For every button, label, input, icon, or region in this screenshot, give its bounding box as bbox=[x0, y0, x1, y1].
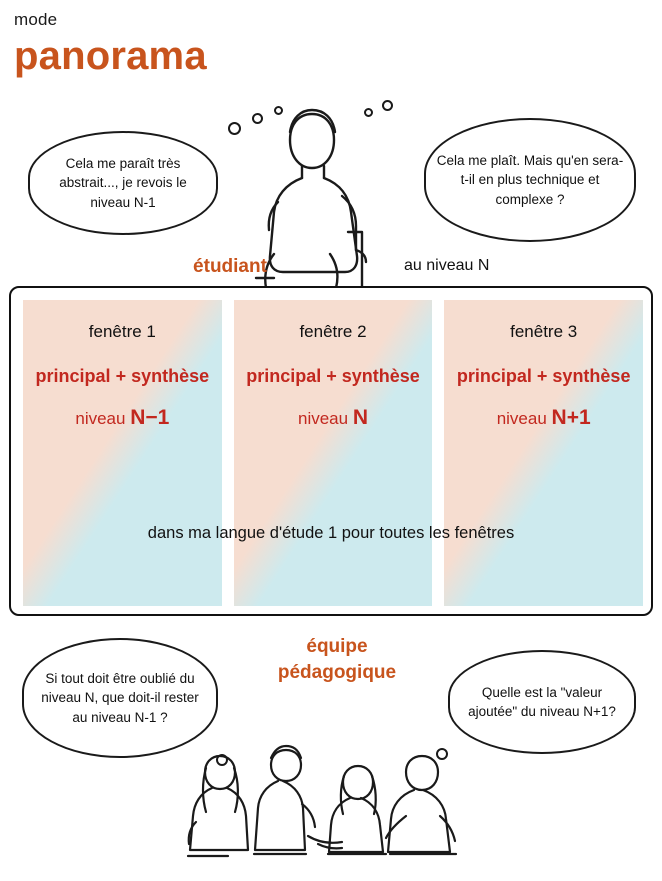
window-1-content bbox=[23, 364, 222, 388]
team-thought-right-text: Quelle est la "valeur ajoutée" du niveau N+1? bbox=[468, 684, 616, 719]
window-2-level bbox=[234, 406, 433, 430]
window-2-content-line1: principal + synthèse bbox=[246, 366, 420, 386]
window-1-level-value: N−1 bbox=[130, 406, 170, 430]
panorama-panel bbox=[9, 286, 653, 616]
window-2-level-prefix: niveau bbox=[298, 409, 353, 429]
window-2-level-value: N bbox=[352, 406, 368, 430]
window-1-content-line1: principal + synthèse bbox=[35, 366, 210, 386]
thought-dot bbox=[274, 106, 283, 115]
thought-dot bbox=[228, 122, 241, 135]
student-thought-left-text: Cela me paraît très abstrait..., je revois le niveau N-1 bbox=[59, 156, 187, 210]
window-1-level bbox=[23, 406, 222, 430]
student-thought-bubble-left bbox=[28, 131, 218, 235]
window-2-content bbox=[234, 364, 433, 388]
teaching-team-illustration bbox=[168, 726, 498, 881]
window-3-level-value: N+1 bbox=[551, 406, 591, 430]
window-3-content-line1: principal + synthèse bbox=[456, 366, 631, 386]
thought-dot bbox=[382, 100, 393, 111]
student-role-label: étudiant bbox=[193, 256, 267, 277]
page-header bbox=[14, 10, 207, 79]
window-3-content bbox=[444, 364, 643, 388]
team-thought-left-text: Si tout doit être oublié du niveau N, que doit-il rester au niveau N-1 ? bbox=[41, 671, 199, 725]
window-1[interactable] bbox=[23, 300, 222, 606]
student-level-label: au niveau N bbox=[404, 257, 490, 274]
page-title: panorama bbox=[14, 34, 207, 78]
window-3-level-prefix: niveau bbox=[496, 409, 552, 429]
window-1-title: fenêtre 1 bbox=[88, 322, 156, 341]
window-3-level bbox=[444, 406, 643, 430]
student-thought-bubble-right bbox=[424, 118, 636, 242]
mode-label: mode bbox=[14, 10, 58, 29]
window-3[interactable] bbox=[444, 300, 643, 606]
windows-row bbox=[23, 300, 643, 606]
thought-dot bbox=[364, 108, 373, 117]
window-3-title: fenêtre 3 bbox=[510, 322, 578, 341]
panel-footer-note: dans ma langue d'étude 1 pour toutes les fenêtres bbox=[147, 524, 515, 542]
window-2-title: fenêtre 2 bbox=[299, 322, 367, 341]
window-1-level-prefix: niveau bbox=[75, 409, 131, 429]
student-thought-right-text: Cela me plaît. Mais qu'en sera-t-il en plus technique et complexe ? bbox=[436, 153, 624, 207]
team-role-label: équipe pédagogique bbox=[277, 636, 397, 683]
window-2[interactable] bbox=[234, 300, 433, 606]
thought-dot bbox=[252, 113, 263, 124]
